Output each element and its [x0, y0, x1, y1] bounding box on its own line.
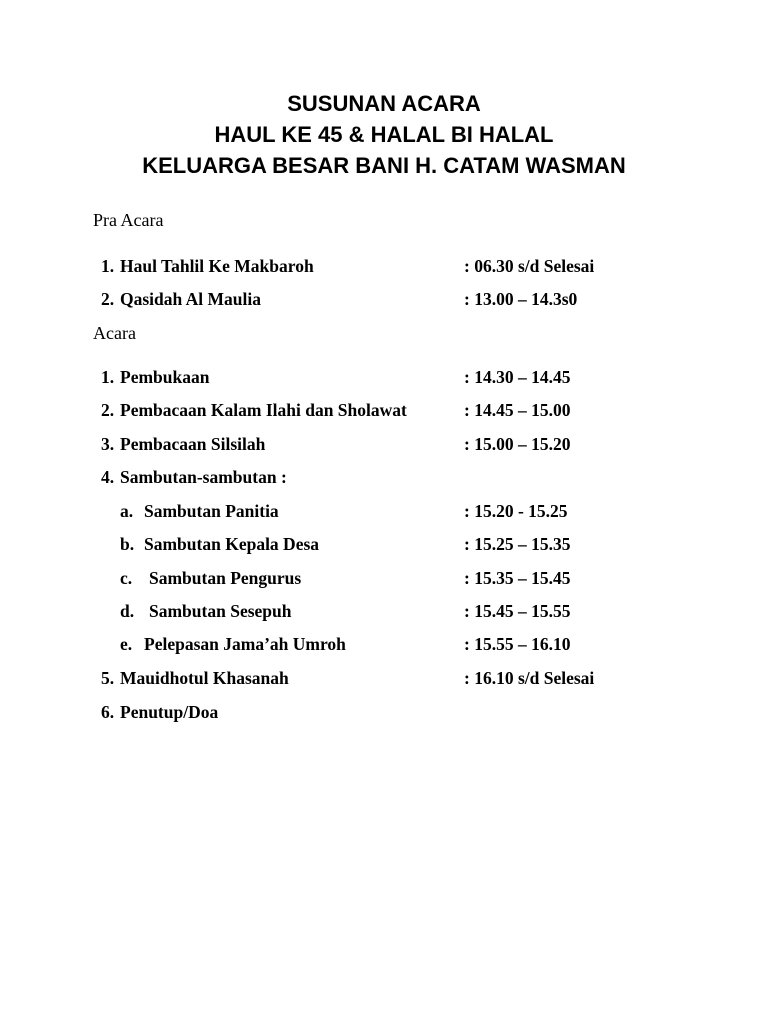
item-time: : 13.00 – 14.3s0 — [464, 289, 578, 309]
sub-item-time: : 15.35 – 15.45 — [464, 568, 571, 588]
item-number: 2. — [101, 400, 115, 420]
sub-item-time: : 15.25 – 15.35 — [464, 534, 571, 554]
item-label: Haul Tahlil Ke Makbaroh — [120, 256, 314, 276]
item-label: Pembukaan — [120, 367, 210, 387]
item-time: : 14.45 – 15.00 — [464, 400, 571, 420]
sub-item-letter: b. — [120, 534, 135, 554]
item-number: 2. — [101, 289, 115, 309]
sub-item-letter: e. — [120, 634, 133, 654]
list-item — [0, 367, 768, 391]
sub-item-time: : 15.45 – 15.55 — [464, 601, 571, 621]
sub-list-item — [0, 601, 768, 625]
item-label: Sambutan-sambutan : — [120, 467, 287, 487]
sub-item-label: Sambutan Sesepuh — [149, 601, 292, 621]
list-item — [0, 668, 768, 692]
sub-list-item — [0, 634, 768, 658]
list-item — [0, 467, 768, 491]
item-time: : 06.30 s/d Selesai — [464, 256, 595, 276]
list-item — [0, 256, 768, 280]
list-item — [0, 702, 768, 726]
item-number: 4. — [101, 467, 115, 487]
sub-item-letter: a. — [120, 501, 134, 521]
sub-list-item — [0, 501, 768, 525]
section-heading-acara: Acara — [93, 323, 136, 343]
item-label: Qasidah Al Maulia — [120, 289, 262, 309]
sub-item-letter: d. — [120, 601, 135, 621]
section-heading-pra-acara: Pra Acara — [93, 210, 164, 230]
item-number: 6. — [101, 702, 115, 722]
title-line-3: KELUARGA BESAR BANI H. CATAM WASMAN — [142, 153, 626, 178]
sub-item-label: Sambutan Kepala Desa — [144, 534, 320, 554]
item-label: Pembacaan Kalam Ilahi dan Sholawat — [120, 400, 407, 420]
sub-item-time: : 15.20 - 15.25 — [464, 501, 568, 521]
item-label: Mauidhotul Khasanah — [120, 668, 289, 688]
sub-item-time: : 15.55 – 16.10 — [464, 634, 571, 654]
sub-item-label: Sambutan Pengurus — [149, 568, 302, 588]
sub-list-item — [0, 568, 768, 592]
sub-item-letter: c. — [120, 568, 133, 588]
item-time: : 15.00 – 15.20 — [464, 434, 571, 454]
item-number: 3. — [101, 434, 115, 454]
document-title — [0, 88, 768, 181]
item-number: 5. — [101, 668, 115, 688]
item-time: : 14.30 – 14.45 — [464, 367, 571, 387]
item-number: 1. — [101, 256, 115, 276]
list-item — [0, 434, 768, 458]
sub-list-item — [0, 534, 768, 558]
list-item — [0, 289, 768, 313]
list-item — [0, 400, 768, 424]
item-label: Pembacaan Silsilah — [120, 434, 266, 454]
title-line-2: HAUL KE 45 & HALAL BI HALAL — [214, 122, 554, 147]
item-time: : 16.10 s/d Selesai — [464, 668, 595, 688]
title-line-1: SUSUNAN ACARA — [287, 91, 481, 116]
item-label: Penutup/Doa — [120, 702, 219, 722]
item-number: 1. — [101, 367, 115, 387]
sub-item-label: Sambutan Panitia — [144, 501, 279, 521]
sub-item-label: Pelepasan Jama’ah Umroh — [144, 634, 346, 654]
